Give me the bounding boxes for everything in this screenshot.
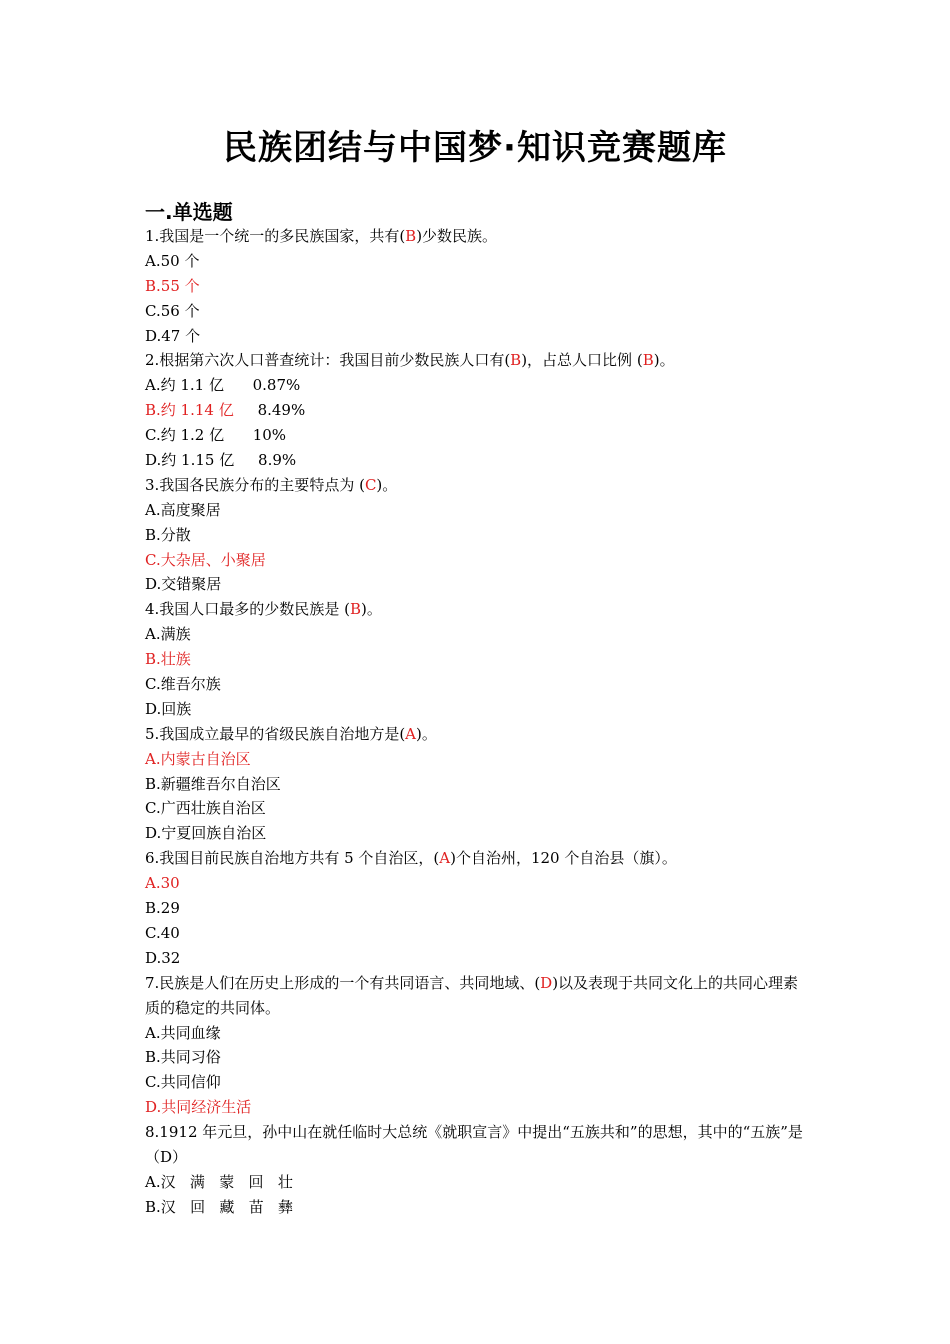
option: C.广西壮族自治区: [145, 799, 266, 818]
question-stem: 1.我国是一个统一的多民族国家，共有(B)少数民族。: [145, 227, 498, 245]
option: D.47 个: [145, 326, 201, 345]
question-stem: 7.民族是人们在历史上形成的一个有共同语言、共同地域、(D)以及表现于共同文化上的共同心理素质的稳定的共同体。: [145, 973, 799, 1017]
question-stem: 2.根据第六次人口普查统计：我国目前少数民族人口有(B)，占总人口比例 (B)。: [145, 351, 675, 370]
option: D.交错聚居: [145, 575, 222, 594]
option: B.分散: [145, 525, 191, 544]
option: B.共同习俗: [145, 1048, 221, 1067]
option: A.汉 满 蒙 回 壮: [145, 1172, 293, 1191]
option: B.新疆维吾尔自治区: [145, 774, 281, 793]
option: B.29: [145, 899, 180, 918]
option: D.32: [145, 948, 181, 967]
option: D.回族: [145, 699, 192, 718]
question-stem: 3.我国各民族分布的主要特点为 (C)。: [145, 475, 398, 494]
section-heading: 一.单选题: [145, 200, 233, 224]
option: A.50 个: [145, 251, 200, 270]
option: A.共同血缘: [145, 1023, 221, 1042]
answer-letter: B: [405, 227, 417, 245]
question-stem: 5.我国成立最早的省级民族自治地方是(A)。: [145, 724, 437, 743]
option-correct: C.大杂居、小聚居: [145, 550, 266, 569]
option: C.40: [145, 923, 180, 942]
option: C.共同信仰: [145, 1073, 221, 1092]
option-correct: A.内蒙古自治区: [145, 749, 251, 768]
option-correct: B.壮族: [145, 650, 191, 669]
question-stem: 6.我国目前民族自治地方共有 5 个自治区，(A)个自治州，120 个自治县（旗）。: [145, 849, 677, 868]
option: A.高度聚居: [145, 500, 221, 519]
question-stem: 4.我国人口最多的少数民族是 (B)。: [145, 600, 382, 619]
option: D.约 1.15 亿 8.9%: [145, 451, 297, 470]
page-title: 民族团结与中国梦·知识竞赛题库: [223, 128, 727, 168]
answer-letter: A: [405, 724, 417, 743]
option-correct: B.55 个: [145, 276, 200, 295]
option-correct: B.约 1.14 亿 8.49%: [145, 401, 306, 420]
option: C.维吾尔族: [145, 675, 221, 694]
option: C.约 1.2 亿 10%: [145, 426, 287, 445]
answer-letter: B: [510, 351, 522, 370]
question-list: [145, 224, 810, 1220]
option: A.约 1.1 亿 0.87%: [145, 376, 301, 395]
option: D.宁夏回族自治区: [145, 824, 267, 843]
option: B.汉 回 藏 苗 彝: [145, 1197, 294, 1216]
option-correct: A.30: [145, 874, 180, 893]
answer-letter: B: [642, 351, 654, 370]
answer-letter: C: [364, 475, 377, 494]
option: C.56 个: [145, 301, 200, 320]
answer-letter: D: [540, 973, 553, 992]
question-stem: 8.1912 年元旦，孙中山在就任临时大总统《就职宣言》中提出“五族共和”的思想，其中的“五族”是（D）: [145, 1123, 803, 1166]
option-correct: D.共同经济生活: [145, 1098, 252, 1117]
answer-letter: A: [439, 849, 451, 868]
answer-letter: B: [349, 600, 361, 619]
option: A.满族: [145, 625, 191, 644]
